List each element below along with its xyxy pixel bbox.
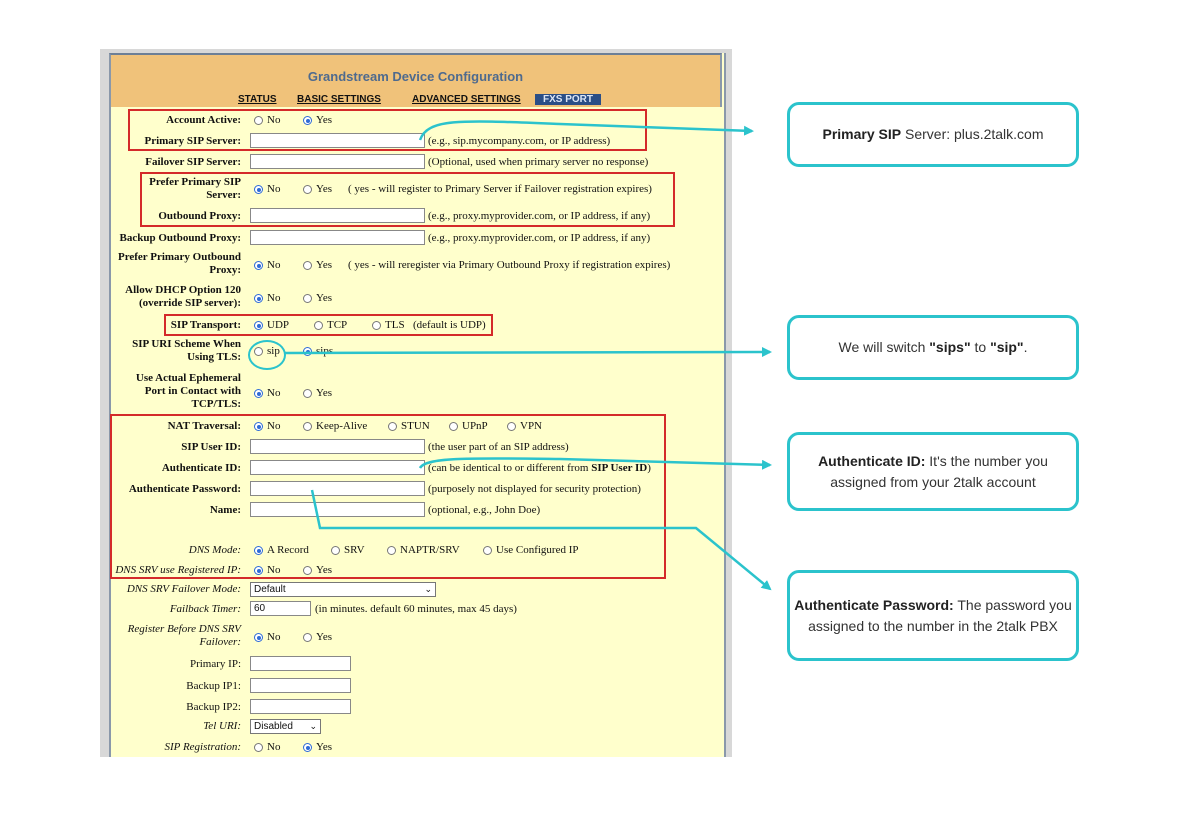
dns-mode-a-record-label: A Record	[267, 544, 309, 556]
tab-basic-settings[interactable]: BASIC SETTINGS	[297, 94, 381, 105]
sip-registration-yes-label: Yes	[316, 741, 333, 753]
ephemeral-port-label: Use Actual Ephemeral Port in Contact with TCP/TLS:	[135, 372, 241, 410]
tab-fxs-port[interactable]: FXS PORT	[535, 94, 601, 105]
prefer-primary-sip-yes-label: Yes	[316, 183, 333, 195]
failover-sip-server-hint: (Optional, used when primary server no response)	[428, 156, 649, 168]
sip-transport-tls-label: TLS	[385, 319, 405, 331]
failover-sip-server-label: Failover SIP Server:	[145, 156, 241, 168]
dhcp-option-120-no-label: No	[267, 292, 281, 304]
register-before-dns-yes-label: Yes	[316, 631, 333, 643]
account-active-yes-label: Yes	[316, 114, 333, 126]
dns-srv-failover-mode-label: DNS SRV Failover Mode:	[126, 583, 241, 595]
primary-sip-server-hint: (e.g., sip.mycompany.com, or IP address)	[428, 135, 611, 147]
callout-sips: We will switch "sips" to "sip".	[787, 315, 1079, 380]
prefer-primary-outbound-yes-label: Yes	[316, 259, 333, 271]
outbound-proxy-label: Outbound Proxy:	[158, 210, 241, 222]
nat-traversal-label: NAT Traversal:	[167, 420, 241, 432]
tel-uri-label: Tel URI:	[203, 720, 241, 732]
name-hint: (optional, e.g., John Doe)	[428, 504, 541, 516]
sip-uri-scheme-label: SIP URI Scheme When Using TLS:	[132, 338, 241, 363]
sip-uri-scheme-sips-label: sips	[316, 345, 334, 357]
dns-srv-registered-ip-yes-label: Yes	[316, 564, 333, 576]
backup-ip1-label: Backup IP1:	[186, 680, 241, 692]
tel-uri-value: Disabled	[254, 721, 293, 732]
nat-no-label: No	[267, 420, 281, 432]
backup-outbound-proxy-hint: (e.g., proxy.myprovider.com, or IP address, if any)	[428, 232, 651, 244]
callout-authenticate-id: Authenticate ID: It's the number you assigned from your 2talk account	[787, 432, 1079, 511]
dhcp-option-120-label: Allow DHCP Option 120 (override SIP server):	[125, 284, 241, 309]
tab-advanced-settings[interactable]: ADVANCED SETTINGS	[412, 94, 521, 105]
sip-registration-no-label: No	[267, 741, 281, 753]
arrow-primary-sip	[420, 121, 752, 140]
authenticate-id-hint: (can be identical to or different from SIP User ID)	[428, 462, 651, 474]
dns-mode-srv-label: SRV	[344, 544, 365, 556]
register-before-dns-label: Register Before DNS SRV Failover:	[127, 623, 241, 648]
prefer-primary-outbound-hint: ( yes - will reregister via Primary Outbound Proxy if registration expires)	[348, 259, 671, 271]
dns-mode-label: DNS Mode:	[188, 544, 241, 556]
dns-mode-configured-ip-label: Use Configured IP	[496, 544, 579, 556]
tab-status[interactable]: STATUS	[238, 94, 277, 105]
prefer-primary-sip-no-label: No	[267, 183, 281, 195]
dns-mode-naptr-label: NAPTR/SRV	[400, 544, 460, 556]
sip-user-id-hint: (the user part of an SIP address)	[428, 441, 569, 453]
primary-sip-server-label: Primary SIP Server:	[144, 135, 241, 147]
primary-ip-label: Primary IP:	[189, 658, 241, 670]
callout-primary-sip: Primary SIP Server: plus.2talk.com	[787, 102, 1079, 167]
arrow-auth-password	[312, 490, 770, 589]
backup-ip2-label: Backup IP2:	[186, 701, 241, 713]
prefer-primary-sip-label: Prefer Primary SIP Server:	[149, 176, 241, 201]
failback-timer-hint: (in minutes. default 60 minutes, max 45 days)	[315, 603, 517, 615]
sip-transport-udp-label: UDP	[267, 319, 290, 331]
arrow-auth-id	[420, 458, 770, 468]
sip-uri-scheme-sip-label: sip	[267, 345, 280, 357]
sip-transport-tcp-label: TCP	[327, 319, 348, 331]
sip-user-id-label: SIP User ID:	[181, 441, 241, 453]
chevron-down-icon: ⌄	[424, 584, 432, 594]
nat-stun-label: STUN	[401, 420, 430, 432]
backup-outbound-proxy-label: Backup Outbound Proxy:	[119, 232, 241, 244]
failback-timer-label: Failback Timer:	[169, 603, 241, 615]
register-before-dns-no-label: No	[267, 631, 281, 643]
nat-upnp-label: UPnP	[462, 420, 488, 432]
authenticate-password-hint: (purposely not displayed for security protection)	[428, 483, 641, 495]
chevron-down-icon: ⌄	[309, 721, 317, 731]
ephemeral-port-yes-label: Yes	[316, 387, 333, 399]
sip-transport-hint: (default is UDP)	[413, 319, 486, 331]
nat-keep-alive-label: Keep-Alive	[316, 420, 368, 432]
prefer-primary-outbound-no-label: No	[267, 259, 281, 271]
prefer-primary-sip-hint: ( yes - will register to Primary Server if Failover registration expires)	[348, 183, 652, 195]
prefer-primary-outbound-label: Prefer Primary Outbound Proxy:	[117, 251, 241, 276]
dns-srv-failover-mode-value: Default	[254, 584, 286, 595]
authenticate-id-label: Authenticate ID:	[161, 462, 241, 474]
callout-authenticate-password: Authenticate Password: The password you assigned to the number in the 2talk PBX	[787, 570, 1079, 661]
dns-srv-registered-ip-no-label: No	[267, 564, 281, 576]
arrow-sips	[285, 352, 770, 353]
account-active-label: Account Active:	[166, 114, 241, 126]
sip-registration-label: SIP Registration:	[164, 741, 241, 753]
dns-srv-registered-ip-label: DNS SRV use Registered IP:	[115, 564, 241, 576]
authenticate-password-label: Authenticate Password:	[128, 483, 241, 495]
dhcp-option-120-yes-label: Yes	[316, 292, 333, 304]
page-title: Grandstream Device Configuration	[307, 69, 524, 84]
outbound-proxy-hint: (e.g., proxy.myprovider.com, or IP address, if any)	[428, 210, 651, 222]
failback-timer-input[interactable]: 60	[250, 601, 311, 616]
account-active-no-label: No	[267, 114, 281, 126]
ephemeral-port-no-label: No	[267, 387, 281, 399]
sip-transport-label: SIP Transport:	[170, 319, 241, 331]
nat-vpn-label: VPN	[520, 420, 543, 432]
name-label: Name:	[209, 504, 241, 516]
